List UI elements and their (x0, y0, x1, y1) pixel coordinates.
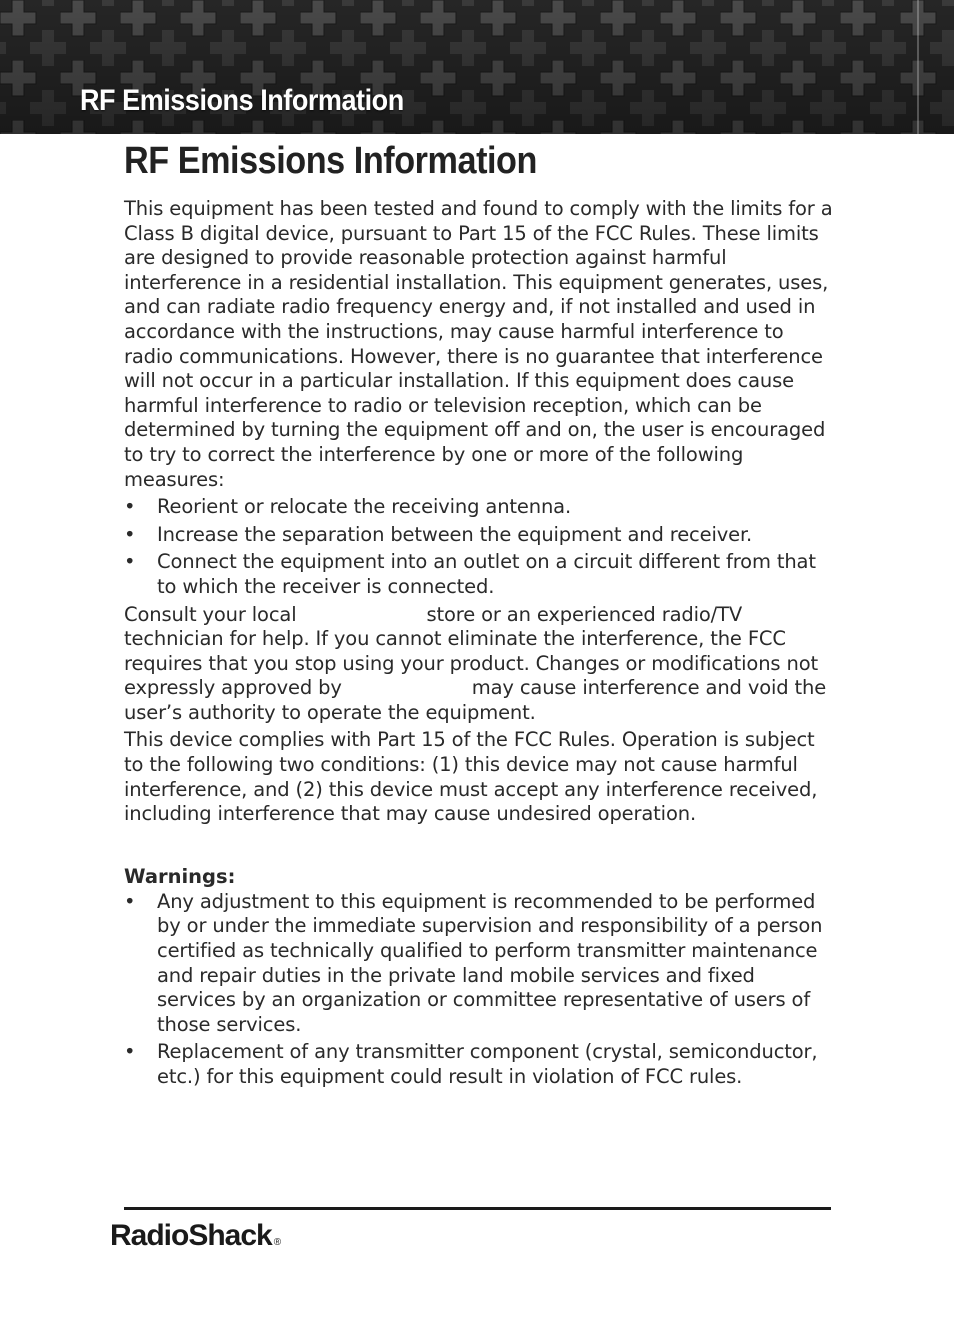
intro-paragraph: This equipment has been tested and found to comply with the limits for a Class B digital device, pursuant to Part 15 of the FCC Rules. These limits are designed to provide reasonable protection against harmful interference in a residential installation. This equipment generates, uses, and can radiate radio frequency energy and, if not installed and used in accordance with the instructions, may cause harmful interference to radio communications. However, there is no guarantee that interference will not occur in a particular installation. If this equipment does cause harmful interference to radio or television reception, which can be determined by turning the equipment off and on, the user is encouraged to try to correct the interference by one or more of the following measures: (124, 197, 833, 491)
bullet: • (124, 495, 136, 519)
consult-paragraph: Consult your local store or an experienced radio/TV technician for help. If you cannot eliminate the interference, the FCC requires that you stop using your product. Changes or modifications not expressly approved by may cause interference and void the user’s authority to operate the equipment. (124, 602, 827, 724)
logo-text: RadioShack (110, 1219, 272, 1252)
bullet: • (124, 522, 136, 546)
header-banner (0, 0, 954, 134)
measures-list (124, 495, 836, 599)
radioshack-logo (110, 1219, 281, 1253)
bullet: • (124, 889, 136, 913)
warnings-list (124, 890, 836, 1090)
list-item: • Any adjustment to this equipment is recommended to be performed by or under the immediate supervision and responsibility of a person certified as technically qualified to perform transmitter maintenance and repair duties in the private land mobile services and fixed services by an organization or committee representative of users of those services. (124, 889, 823, 1036)
main-content (124, 140, 836, 1093)
banner-title: RF Emissions Information (80, 84, 404, 117)
bullet: • (124, 1040, 136, 1064)
list-item: • Replacement of any transmitter component (crystal, semiconductor, etc.) for this equipment could result in violation of FCC rules. (124, 1040, 818, 1088)
footer-divider (124, 1207, 831, 1210)
list-item: • Reorient or relocate the receiving antenna. (124, 495, 572, 519)
list-item: • Increase the separation between the equipment and receiver. (124, 522, 753, 546)
page-title: RF Emissions Information (124, 140, 537, 182)
registered-mark: ® (273, 1237, 282, 1248)
list-item: • Connect the equipment into an outlet on a circuit different from that to which the receiver is connected. (124, 550, 816, 598)
bullet: • (124, 550, 136, 574)
warnings-heading: Warnings: (124, 864, 236, 888)
compliance-paragraph: This device complies with Part 15 of the FCC Rules. Operation is subject to the following two conditions: (1) this device may not cause harmful interference, and (2) this device must accept any interference received, including interference that may cause undesired operation. (124, 728, 818, 826)
